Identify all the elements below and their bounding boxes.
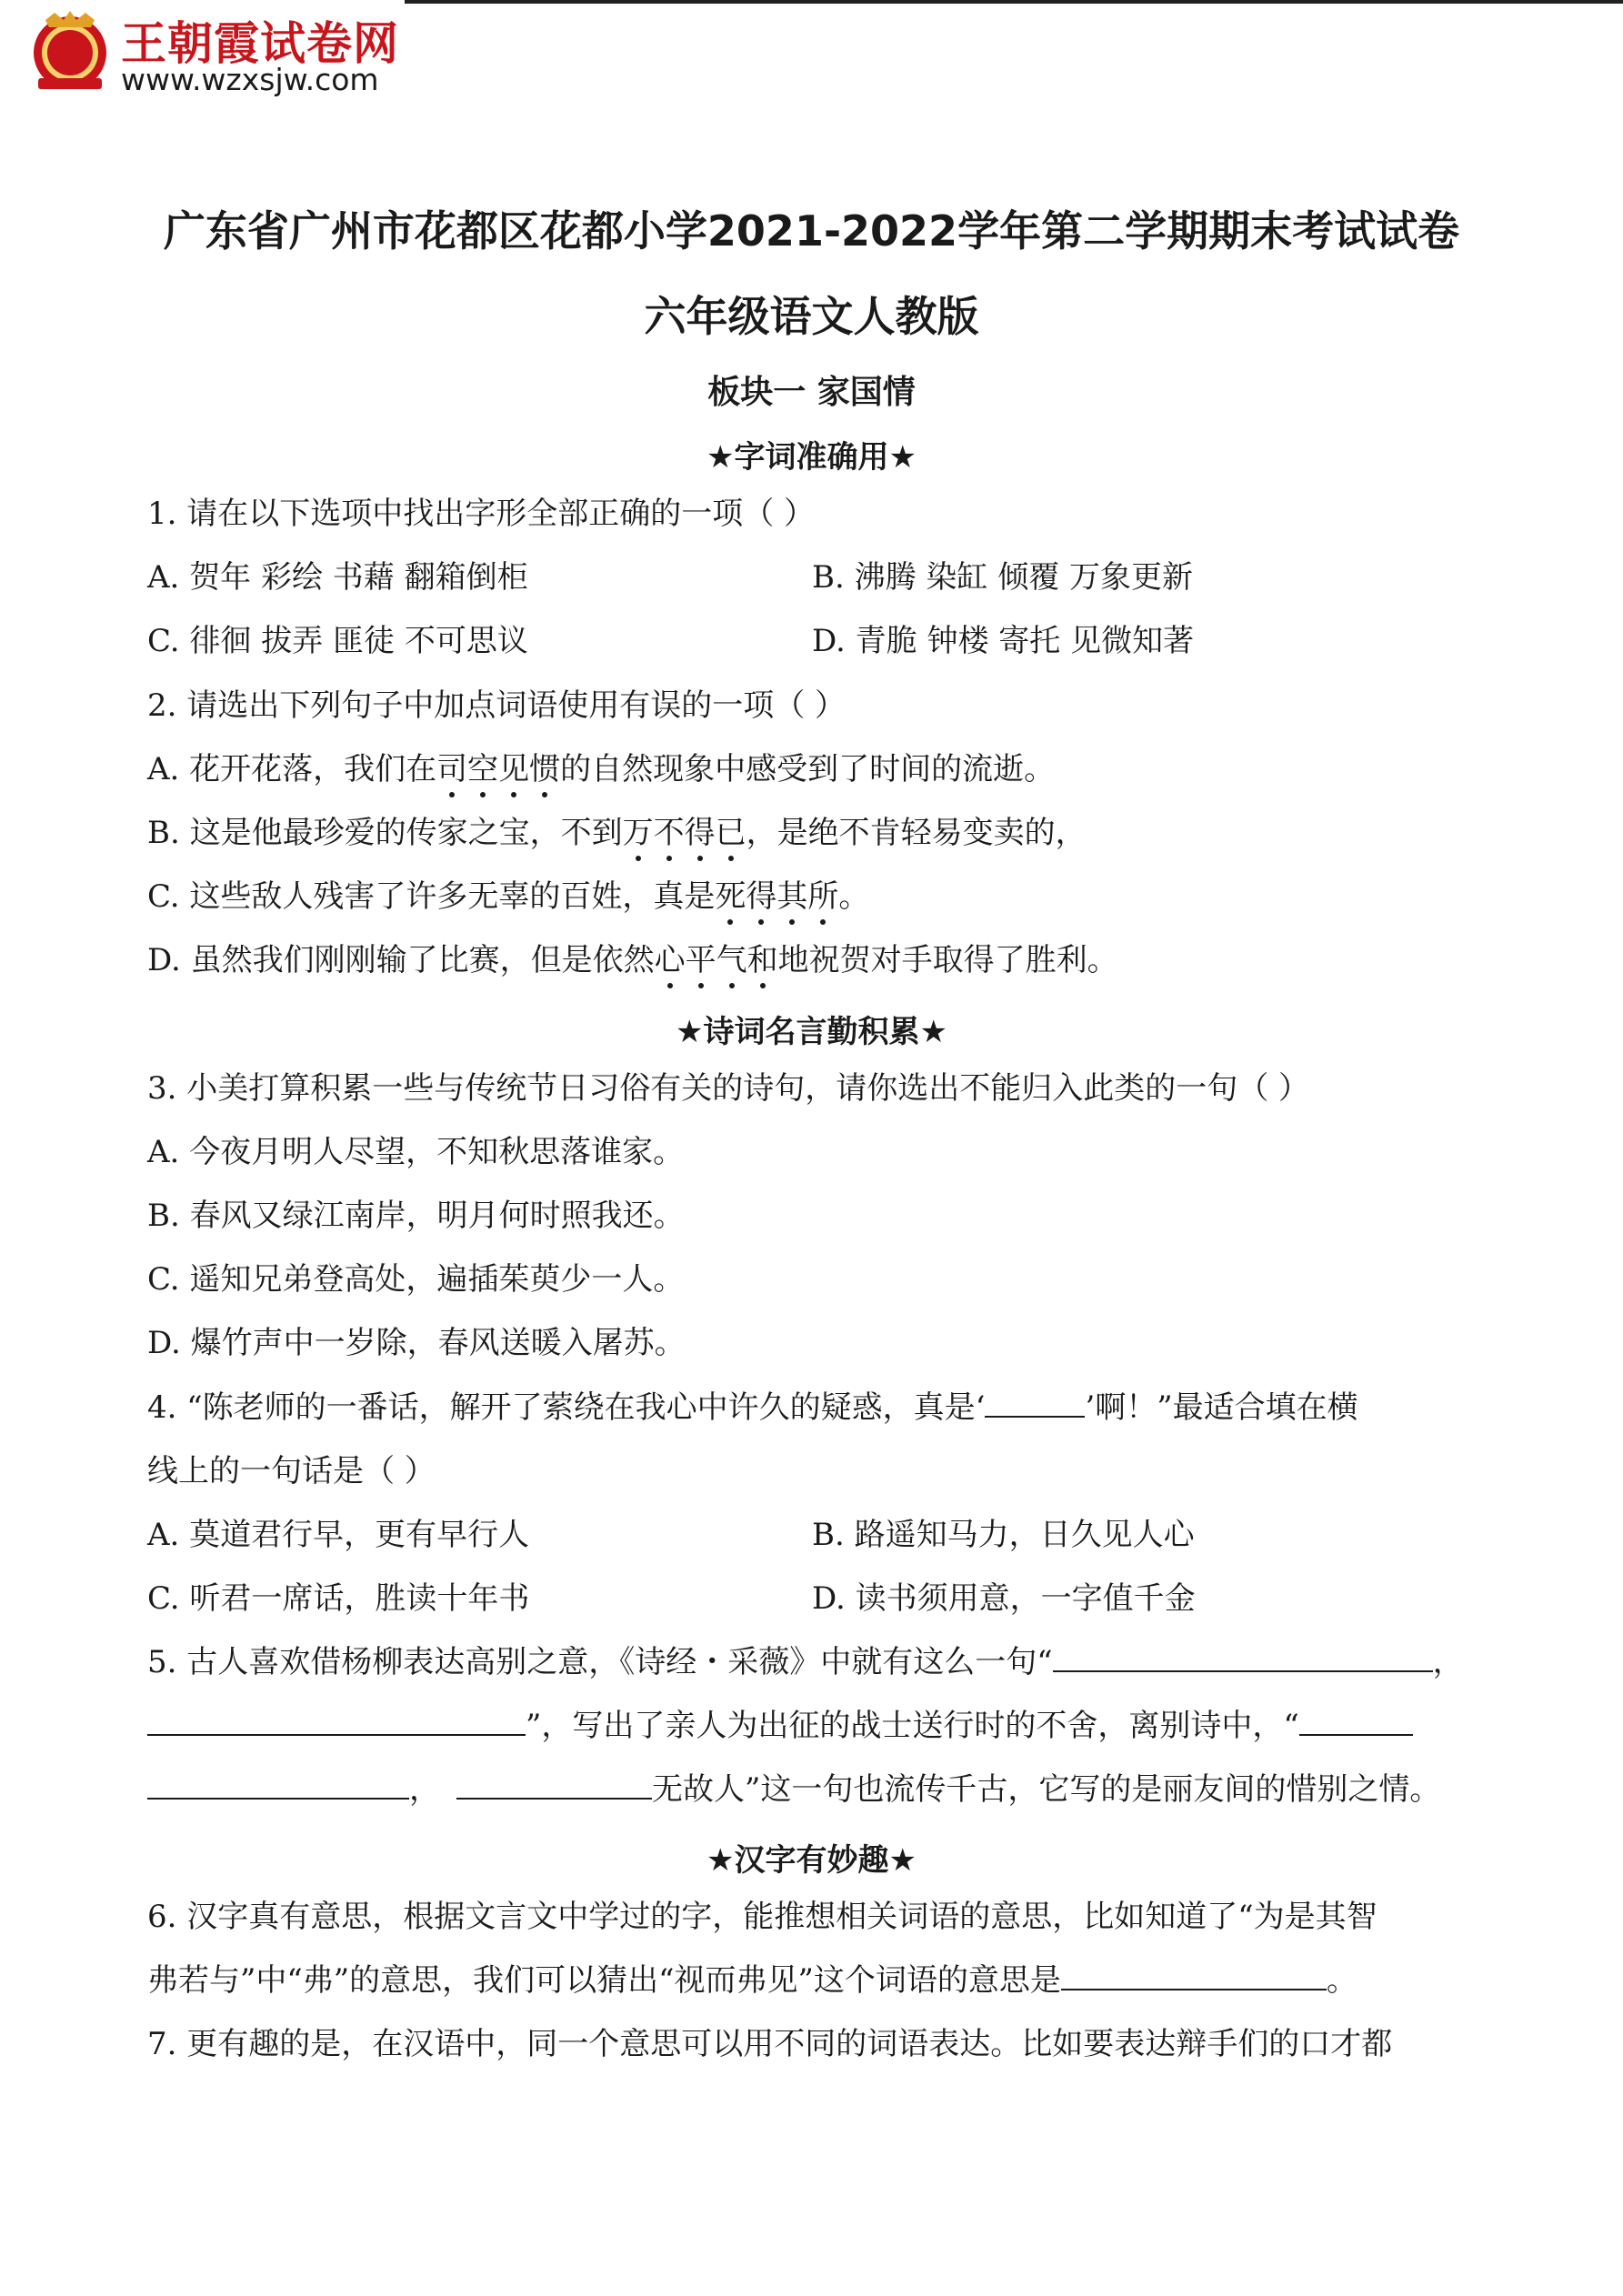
question-2-option-c: C. 这些敌人残害了许多无辜的百姓，真是死得其所。 [147,878,870,915]
answer-blank[interactable] [1299,1707,1413,1736]
answer-blank[interactable] [1053,1643,1433,1672]
question-2-option-a: A. 花开花落，我们在司空见惯的自然现象中感受到了时间的流逝。 [147,751,1056,787]
question-2-stem: 2. 请选出下列句子中加点词语使用有误的一项（ ） [147,687,847,724]
answer-blank[interactable] [1061,1961,1327,1990]
answer-blank[interactable] [456,1770,652,1800]
question-3-stem: 3. 小美打算积累一些与传统节日习俗有关的诗句，请你选出不能归入此类的一句（ ） [147,1070,1310,1107]
section-heading: 板块一 家国情 [707,374,916,411]
question-1-option-c: C. 徘徊 拔弄 匪徒 不可思议 [147,623,528,659]
question-1-stem: 1. 请在以下选项中找出字形全部正确的一项（ ） [147,496,816,532]
question-3-option-b: B. 春风又绿江南岸，明月何时照我还。 [147,1198,685,1234]
brand-name[interactable]: 王朝霞试卷网 [121,17,399,70]
question-1-option-b: B. 沸腾 染缸 倾覆 万象更新 [812,559,1194,596]
exam-subtitle: 六年级语文人教版 [644,292,979,341]
question-4-option-c: C. 听君一席话，胜读十年书 [147,1580,530,1617]
answer-blank[interactable] [147,1707,526,1736]
header-rule [405,0,1623,4]
brand-url[interactable]: www.wzxsjw.com [121,62,379,97]
subsection-heading: ★诗词名言勤积累★ [676,1014,947,1050]
question-6-line-1: 6. 汉字真有意思，根据文言文中学过的字，能推想相关词语的意思，比如知道了“为是其智 [147,1899,1378,1935]
brand-logo-icon [27,7,114,94]
question-4-option-b: B. 路遥知马力，日久见人心 [812,1517,1195,1553]
question-6-line-2: 弗若与”中“弗”的意思，我们可以猜出“视而弗见”这个词语的意思是 。 [147,1962,1358,1999]
question-1-option-d: D. 青脆 钟楼 寄托 见微知著 [812,623,1195,659]
question-5-line-2: ”，写出了亲人为出征的战士送行时的不舍，离别诗中，“ [147,1706,1413,1746]
question-3-option-a: A. 今夜月明人尽望，不知秋思落谁家。 [147,1134,685,1170]
question-5-line-3: ， 无故人”这一句也流传千古，它写的是丽友间的惜别之情。 [147,1770,1440,1810]
question-1-option-a: A. 贺年 彩绘 书藉 翻箱倒柜 [147,559,528,596]
question-3-option-c: C. 遥知兄弟登高处，遍插茱萸少一人。 [147,1261,685,1298]
question-4-stem: 4. “陈老师的一番话，解开了萦绕在我心中许久的疑惑，真是‘ ’啊！”最适合填在横 [147,1389,1358,1426]
subsection-heading: ★汉字有妙趣★ [706,1842,917,1879]
question-3-option-d: D. 爆竹声中一岁除，春风送暖入屠苏。 [147,1325,686,1361]
question-4-stem-cont: 线上的一句话是（ ） [147,1453,436,1489]
answer-blank[interactable] [985,1389,1085,1418]
question-7-line-1: 7. 更有趣的是，在汉语中，同一个意思可以用不同的词语表达。比如要表达辩手们的口才都 [147,2026,1393,2062]
answer-blank[interactable] [147,1770,409,1800]
question-2-option-d: D. 虽然我们刚刚输了比赛，但是依然心平气和地祝贺对手取得了胜利。 [147,942,1118,978]
question-5-line-1: 5. 古人喜欢借杨柳表达高别之意，《诗经・采薇》中就有这么一句“ ， [147,1644,1464,1680]
exam-title: 广东省广州市花都区花都小学2021-2022学年第二学期期末考试试卷 [163,206,1460,256]
question-4-option-a: A. 莫道君行早，更有早行人 [147,1517,530,1553]
question-2-option-b: B. 这是他最珍爱的传家之宝，不到万不得已，是绝不肯轻易变卖的， [147,815,1087,851]
question-4-option-d: D. 读书须用意，一字值千金 [812,1580,1196,1617]
subsection-heading: ★字词准确用★ [706,439,917,476]
